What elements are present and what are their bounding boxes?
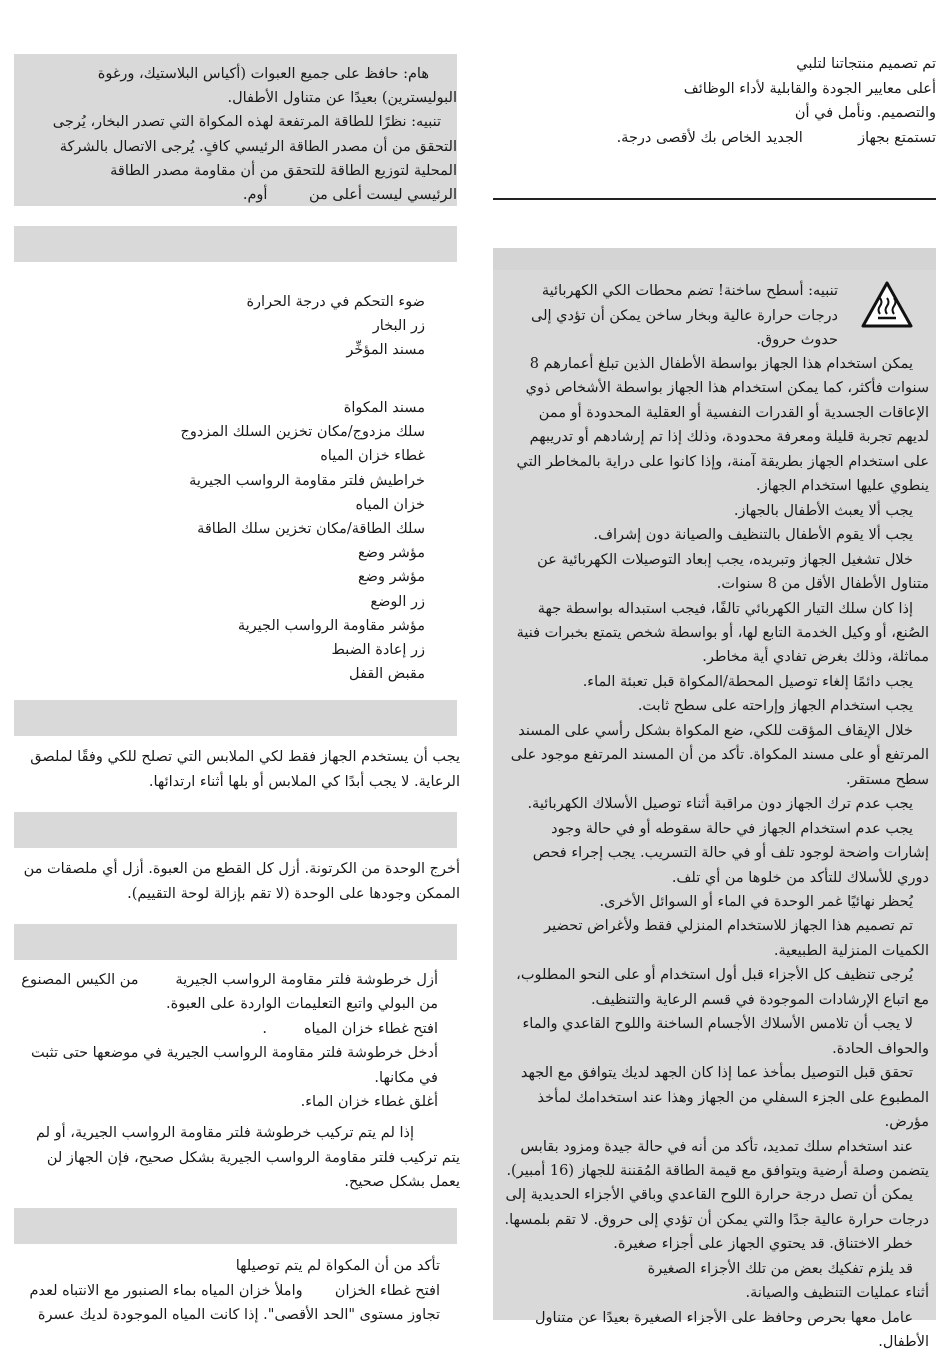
safety-line: الكميات المنزلية الطبيعية. xyxy=(773,942,929,959)
safety-line: يجب عدم ترك الجهاز دون مراقبة أثناء توصيل الأسلاك الكهربائية. xyxy=(527,796,913,813)
part-item: سلك الطاقة/مكان تخزين سلك الطاقة xyxy=(197,520,425,537)
safety-instructions xyxy=(499,352,929,1355)
filter-step-line: أزل خرطوشة فلتر مقاومة الرواسب الجيرية من الكيس المصنوع xyxy=(21,972,438,988)
warning-line: درجات حرارة عالية وبخار ساخن يمكن أن تؤدي إلى xyxy=(531,307,838,324)
hot-surface-warning-icon xyxy=(860,280,914,330)
intended-use-heading-bar xyxy=(14,700,457,736)
part-item: خراطيش فلتر مقاومة الرواسب الجيرية xyxy=(189,472,425,489)
safety-line: مؤرض. xyxy=(884,1114,929,1131)
intro-line: أعلى معايير الجودة والقابلية لأداء الوظائف xyxy=(683,80,936,97)
filter-step-line: افتح غطاء خزان المياه . xyxy=(262,1020,438,1037)
filter-heading-bar xyxy=(14,924,457,960)
safety-line: المطبوع على الجزء السفلي من الجهاز وهذا عند استخدامك لمأخذ xyxy=(537,1089,929,1106)
safety-line: الأطفال. xyxy=(878,1334,929,1351)
part-item: سلك مزدوج/مكان تخزين السلك المزدوج xyxy=(180,424,425,441)
usage-line: يجب أن يستخدم الجهاز فقط لكي الملابس التي تصلح للكي وفقًا لملصق xyxy=(30,749,460,765)
important-line: تنبيه: نظرًا للطاقة المرتفعة لهذه المكواة التي تصدر البخار، يُرجى xyxy=(52,114,441,131)
parts-list-group-1 xyxy=(125,290,425,363)
warning-line: تنبيه: أسطح ساخنة! تضم محطات الكي الكهربائية xyxy=(541,283,838,299)
safety-line: سنوات فأكثر، كما يمكن استخدام هذا الجهاز بواسطة الأشخاص ذوي xyxy=(525,380,929,397)
safety-line: يُحظر نهائيًا غمر الوحدة في الماء أو السوائل الأخرى. xyxy=(599,893,913,910)
safety-line: قد يلزم تفكيك بعض من تلك الأجزاء الصغيرة xyxy=(647,1260,913,1277)
intended-use-text xyxy=(14,745,460,794)
safety-line: خطر الاختناق. قد يحتوي الجهاز على أجزاء صغيرة. xyxy=(613,1236,913,1253)
safety-line: متناول الأطفال الأقل من 8 سنوات. xyxy=(716,576,929,593)
parts-heading-bar xyxy=(14,226,457,262)
safety-line: عامل معها بحرص وحافظ على الأجزاء الصغيرة بعيدًا عن متناول xyxy=(534,1309,913,1326)
safety-line: يجب دائمًا إلغاء توصيل المحطة/المكواة قبل تعبئة الماء. xyxy=(582,673,913,690)
filter-step-line: أغلق غطاء خزان الماء. xyxy=(300,1094,438,1111)
unpack-line: الممكن وجودها على الوحدة (لا تقم بإزالة لوحة التقييم). xyxy=(127,885,460,902)
safety-line: ينطوي عليها استخدام الجهاز. xyxy=(756,478,929,495)
important-notice-box xyxy=(14,54,457,206)
safety-line: لديهم تجربة قليلة ومعرفة محدودة، وذلك إذا تم إرشادهم أو تدريبهم xyxy=(529,429,929,446)
safety-line: الإعاقات الجسدية أو القدرات النفسية أو العقلية المحدودة أو ممن xyxy=(538,404,929,421)
safety-line: تحقق قبل التوصيل بمأخذ عما إذا كان الجهد لديك يتوافق مع الجهد xyxy=(520,1065,913,1082)
important-line: الرئيسي ليست أعلى من أوم. xyxy=(242,187,457,204)
safety-line: يجب ألا يقوم الأطفال بالتنظيف والصيانة دون إشراف. xyxy=(593,527,913,544)
part-item: ضوء التحكم في درجة الحرارة xyxy=(246,294,425,310)
unpacking-heading-bar xyxy=(14,812,457,848)
safety-line: والحواف الحادة. xyxy=(832,1040,929,1057)
safety-line: يمكن أن تصل درجة حرارة اللوح القاعدي وباقي الأجزاء الحديدية إلى xyxy=(505,1187,913,1204)
safety-line: درجات حرارة عالية جدًا والتي يمكن أن تؤدي إلى حروق. لا تقم بلمسها. xyxy=(504,1211,929,1228)
fill-line: تجاوز مستوى "الحد الأقصى". إذا كانت المياه الموجودة لديك عسرة xyxy=(37,1307,440,1323)
filter-step-line: أدخل خرطوشة فلتر مقاومة الرواسب الجيرية في موضعها حتى تثبت xyxy=(31,1045,438,1062)
safety-line: أثناء عمليات التنظيف والصيانة. xyxy=(745,1285,929,1302)
filling-text xyxy=(14,1254,440,1328)
intro-text xyxy=(496,52,936,150)
important-line: المحلية لتوزيع الطاقة للتحقق من أن مقاومة مصدر الطاقة xyxy=(110,162,457,179)
fill-line: افتح غطاء الخزان واملأ خزان المياه بماء الصنبور مع الانتباه لعدم xyxy=(29,1282,440,1299)
filter-note xyxy=(14,1121,460,1195)
safety-line: الصُنع، أو وكيل الخدمة التابع لها، أو بواسطة شخص يتمتع بخبرات فنية xyxy=(516,624,929,641)
filling-heading-bar xyxy=(14,1208,457,1244)
part-item: مقبض القفل xyxy=(349,666,425,683)
part-item: مؤشر مقاومة الرواسب الجيرية xyxy=(237,617,425,634)
part-item: زر إعادة الضبط xyxy=(331,641,425,658)
hot-surface-warning-text xyxy=(508,279,838,353)
section-divider xyxy=(493,198,936,200)
safety-line: يتضمن وصلة أرضية ويتوافق مع قيمة الطاقة المُقننة للجهاز (16 أمبير). xyxy=(506,1162,929,1179)
usage-line: الرعاية. لا يجب أبدًا كي الملابس أو بلها أثناء ارتدائها. xyxy=(148,773,460,790)
important-line: البوليسترين) بعيدًا عن متناول الأطفال. xyxy=(227,90,457,107)
safety-line: خلال تشغيل الجهاز وتبريده، يجب إبعاد التوصيلات الكهربائية عن xyxy=(537,551,913,568)
safety-line: المرتفع أو على مسند المكواة. تأكد من أن المسند المرتفع موجود على xyxy=(510,747,929,764)
part-item: مسند المؤخِّر xyxy=(346,342,425,359)
safety-line: يجب ألا يعبث الأطفال بالجهاز. xyxy=(733,502,913,519)
warning-line: حدوث حروق. xyxy=(756,332,838,348)
part-item: مسند المكواة xyxy=(343,400,425,416)
part-item: مؤشر وضع xyxy=(357,569,425,586)
safety-line: مع اتباع الإرشادات الموجودة في قسم الرعاية والتنظيف. xyxy=(590,991,929,1008)
safety-line: تم تصميم هذا الجهاز للاستخدام المنزلي فقط ولأغراض تحضير xyxy=(544,918,913,935)
safety-line: على استخدام الجهاز بطريقة آمنة، وإذا كانوا على دراية بالمخاطر التي xyxy=(516,453,929,470)
fill-line: تأكد من أن المكواة لم يتم توصيلها xyxy=(235,1258,440,1274)
filter-steps xyxy=(8,968,438,1114)
filter-note-line: يعمل بشكل صحيح. xyxy=(344,1174,460,1190)
intro-line: تم تصميم منتجاتنا لتلبي xyxy=(796,56,936,72)
parts-list-group-2 xyxy=(45,396,425,686)
safety-line: يُرجى تنظيف كل الأجزاء قبل أول استخدام أو على النحو المطلوب، xyxy=(516,967,913,984)
filter-note-line: إذا لم يتم تركيب خرطوشة فلتر مقاومة الرواسب الجيرية، أو لم xyxy=(35,1125,414,1141)
unpack-line: أخرج الوحدة من الكرتونة. أزل كل القطع من العبوة. أزل أي ملصقات من xyxy=(23,861,460,877)
intro-line: تستمتع بجهاز الجديد الخاص بك لأقصى درجة. xyxy=(616,129,936,146)
safety-line: يجب عدم استخدام الجهاز في حالة سقوطه أو في حالة وجود xyxy=(551,820,913,837)
safety-line: مماثلة، وذلك بغرض تفادي أية مخاطر. xyxy=(702,649,929,666)
safety-line: لا يجب أن تلامس الأسلاك الأجسام الساخنة واللوح القاعدي والماء xyxy=(522,1016,913,1033)
part-item: زر الوضع xyxy=(370,593,425,610)
safety-line: عند استخدام سلك تمديد، تأكد من أنه في حالة جيدة ومزود بقابس xyxy=(520,1138,913,1155)
part-item: مؤشر وضع xyxy=(357,545,425,562)
safety-line: دوري للأسلاك للتأكد من خلوها من أي تلف. xyxy=(671,869,929,886)
safety-line: سطح مستقر. xyxy=(845,771,929,788)
part-item: زر البخار xyxy=(372,318,425,335)
safety-section xyxy=(493,248,936,1351)
important-line: التحقق من أن مصدر الطاقة الرئيسي كافٍ. يُرجى الاتصال بالشركة xyxy=(59,138,457,155)
important-line: هام: حافظ على جميع العبوات (أكياس البلاستيك، ورغوة xyxy=(97,66,429,82)
intro-line: والتصميم. ونأمل في أن xyxy=(794,105,936,121)
safety-heading-bar xyxy=(493,248,936,270)
filter-step-line: في مكانها. xyxy=(374,1069,438,1086)
filter-step-line: من البولي واتبع التعليمات الواردة على العبوة. xyxy=(166,996,438,1013)
safety-line: خلال الإيقاف المؤقت للكي، ضع المكواة بشكل رأسي على المسند xyxy=(518,722,913,739)
safety-line: يمكن استخدام هذا الجهاز بواسطة الأطفال الذين تبلغ أعمارهم 8 xyxy=(529,356,913,372)
part-item: غطاء خزان المياه xyxy=(320,448,425,465)
safety-line: يجب استخدام الجهاز وإراحته على سطح ثابت. xyxy=(637,698,913,715)
unpacking-text xyxy=(14,857,460,906)
part-item: خزان المياه xyxy=(355,496,425,513)
safety-line: إشارات واضحة لوجود تلف أو في حالة التسريب. يجب إجراء فحص xyxy=(532,845,929,862)
safety-line: إذا كان سلك التيار الكهربائي تالفًا، فيجب استبداله بواسطة جهة xyxy=(537,600,913,617)
filter-note-line: يتم تركيب فلتر مقاومة الرواسب الجيرية بشكل صحيح، فإن الجهاز لن xyxy=(46,1149,460,1166)
